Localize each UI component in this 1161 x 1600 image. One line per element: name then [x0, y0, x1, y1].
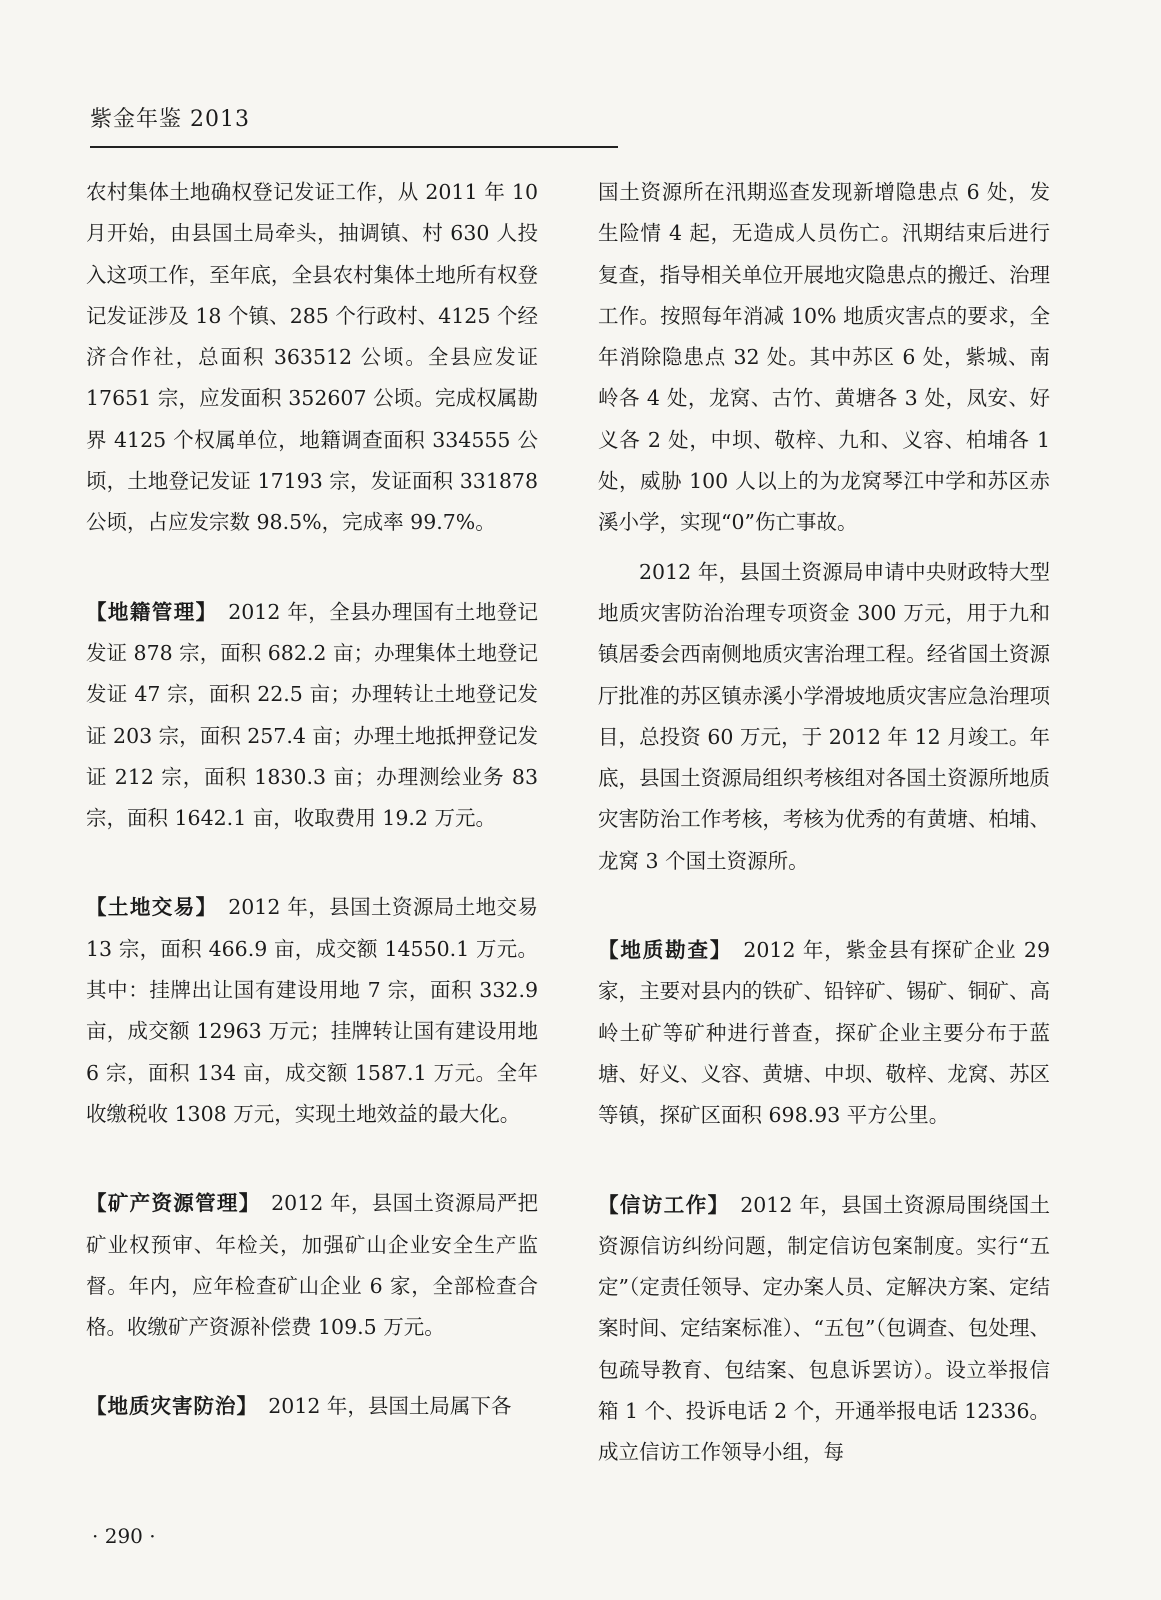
- section-heading: 【矿产资源管理】: [86, 1191, 251, 1216]
- section-text: 2012 年，县国土资源局土地交易 13 宗，面积 466.9 亩，成交额 14550.1 万元。其中：挂牌出让国有建设用地 7 宗，面积 332.9 亩，成交额 12963 万元；挂牌转让国有建设用地 6 宗，面积 134 亩，成交额 1587.1 万元。全年收缴税收 1308 万元，实现土地效益的最大化。: [86, 895, 538, 1126]
- paragraph-geohazard-continued: [598, 172, 1050, 544]
- right-column: [598, 172, 1050, 1474]
- section-heading: 【地籍管理】: [86, 599, 208, 624]
- section-text: 2012 年，全县办理国有土地登记发证 878 宗，面积 682.2 亩；办理集体土地登记发证 47 宗，面积 22.5 亩；办理转让土地登记发证 203 宗，面积 257.4 亩；办理土地抵押登记发证 212 宗，面积 1830.3 亩；办理测绘业务 83 宗，面积 1642.1 亩，收取费用 19.2 万元。: [86, 599, 538, 831]
- paragraph-text: 农村集体土地确权登记发证工作，从 2011 年 10 月开始，由县国土局牵头，抽调镇、村 630 人投入这项工作，至年底，全县农村集体土地所有权登记发证涉及 18 个镇、285 个行政村、4125 个经济合作社，总面积 363512 公顷。全县应发证 17651 宗，应发面积 352607 公顷。完成权属勘界 4125 个权属单位，地籍调查面积 334555 公顷，土地登记发证 17193 宗，发证面积 331878 公顷，占应发宗数 98.5%，完成率 99.7%。: [86, 180, 538, 535]
- page-number: · 290 ·: [92, 1524, 156, 1548]
- section-cadastral-management: [86, 592, 538, 840]
- section-text: 2012 年，县国土资源局围绕国土资源信访纠纷问题，制定信访包案制度。实行“五定”（定责任领导、定办案人员、定解决方案、定结案时间、定结案标准）、“五包”（包调查、包处理、包疏导教育、包结案、包息诉罢访）。设立举报信箱 1 个、投诉电话 2 个，开通举报电话 12336。成立信访工作领导小组，每: [598, 1192, 1050, 1465]
- header-rule: [90, 146, 618, 148]
- paragraph-text: 国土资源所在汛期巡查发现新增隐患点 6 处，发生险情 4 起，无造成人员伤亡。汛期结束后进行复查，指导相关单位开展地灾隐患点的搬迁、治理工作。按照每年消减 10% 地质灾害点的要求，全年消除隐患点 32 处。其中苏区 6 处，紫城、南岭各 4 处，龙窝、古竹、黄塘各 3 处，凤安、好义各 2 处，中坝、敬梓、九和、义容、柏埔各 1 处，威胁 100 人以上的为龙窝琴江中学和苏区赤溪小学，实现“0”伤亡事故。: [598, 180, 1050, 535]
- paragraph-land-rights: [86, 172, 538, 544]
- section-text: 2012 年，县国土资源局严把矿业权预审、年检关，加强矿山企业安全生产监督。年内，应年检查矿山企业 6 家，全部检查合格。收缴矿产资源补偿费 109.5 万元。: [86, 1191, 539, 1340]
- section-land-transactions: [86, 887, 538, 1135]
- section-text: 2012 年，县国土局属下各: [247, 1394, 512, 1419]
- section-heading: 【信访工作】: [598, 1192, 720, 1217]
- section-mineral-resources: [86, 1183, 538, 1348]
- left-column: [86, 172, 538, 1428]
- paragraph-geohazard-funding: [598, 552, 1050, 882]
- section-geological-survey: [598, 930, 1050, 1136]
- section-petitions: [598, 1185, 1050, 1474]
- section-text: 2012 年，紫金县有探矿企业 29 家，主要对县内的铁矿、铅锌矿、锡矿、铜矿、高岭土矿等矿种进行普查，探矿企业主要分布于蓝塘、好义、义容、黄塘、中坝、敬梓、龙窝、苏区等镇，探矿区面积 698.93 平方公里。: [598, 938, 1050, 1128]
- section-heading: 【地质灾害防治】: [86, 1394, 248, 1419]
- running-header: 紫金年鉴 2013: [90, 107, 250, 132]
- section-heading: 【土地交易】: [86, 895, 208, 920]
- section-geohazard-prevention: [86, 1386, 538, 1427]
- paragraph-text: 2012 年，县国土资源局申请中央财政特大型地质灾害防治治理专项资金 300 万元，用于九和镇居委会西南侧地质灾害治理工程。经省国土资源厅批准的苏区镇赤溪小学滑坡地质灾害应急治理项目，总投资 60 万元，于 2012 年 12 月竣工。年底，县国土资源局组织考核组对各国土资源所地质灾害防治工作考核，考核为优秀的有黄塘、柏埔、龙窝 3 个国土资源所。: [598, 559, 1050, 873]
- section-heading: 【地质勘查】: [598, 938, 722, 963]
